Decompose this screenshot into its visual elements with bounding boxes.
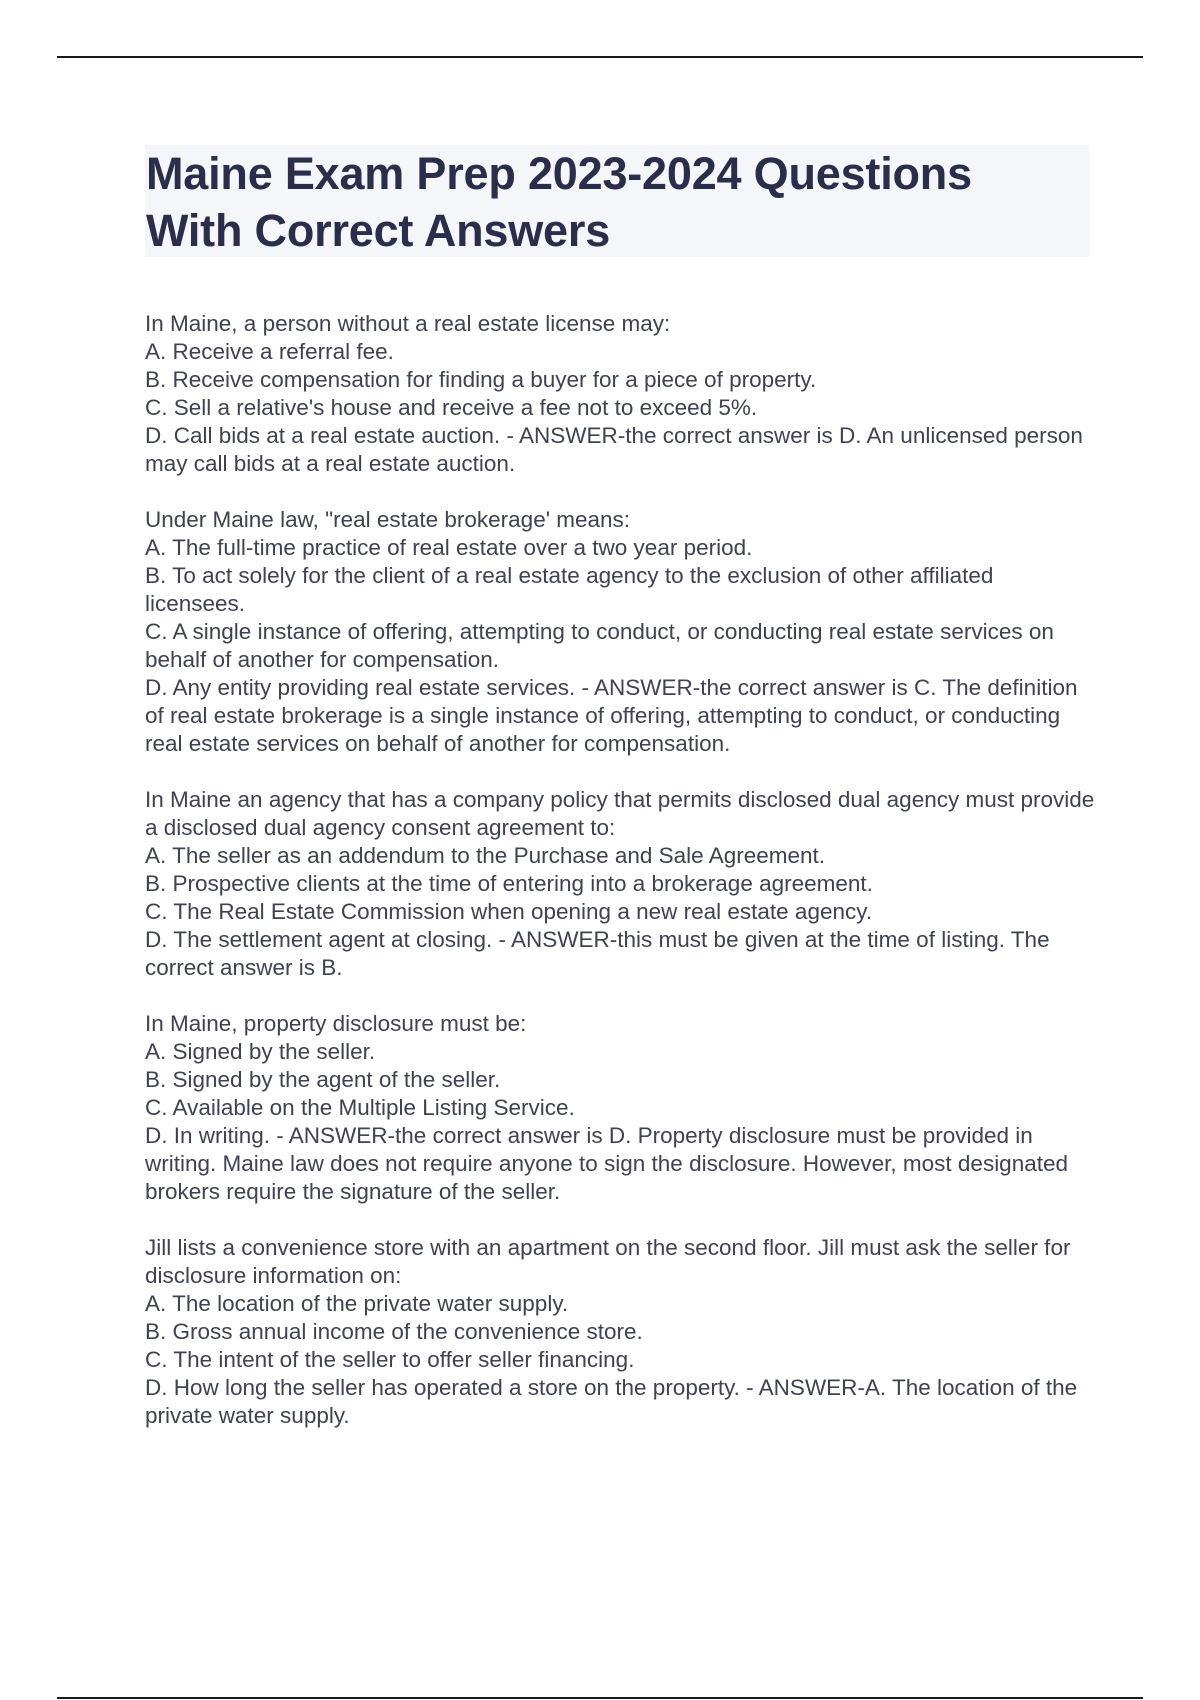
answer-option-b: B. Gross annual income of the convenience store. bbox=[145, 1319, 643, 1344]
answer-option-a: A. Signed by the seller. bbox=[145, 1039, 376, 1064]
question-stem: Jill lists a convenience store with an apartment on the second floor. Jill must ask the seller for disclosure information on: bbox=[145, 1235, 1071, 1288]
document-title-line-1: Maine Exam Prep 2023-2024 Questions bbox=[146, 148, 972, 199]
answer-option-c: C. The intent of the seller to offer seller financing. bbox=[145, 1347, 635, 1372]
answer-option-b: B. Receive compensation for finding a buyer for a piece of property. bbox=[145, 367, 817, 392]
title-block bbox=[145, 145, 1089, 257]
question-item bbox=[145, 506, 1095, 758]
top-rule bbox=[57, 56, 1143, 58]
question-item bbox=[145, 1234, 1095, 1430]
question-item bbox=[145, 786, 1095, 982]
answer-option-d-with-answer: D. Any entity providing real estate services. - ANSWER-the correct answer is C. The definition of real estate brokerage is a single instance of offering, attempting to conduct, or conducting real estate services on behalf of another for compensation. bbox=[145, 675, 1078, 756]
answer-option-c: C. Available on the Multiple Listing Service. bbox=[145, 1095, 575, 1120]
answer-option-b: B. Prospective clients at the time of entering into a brokerage agreement. bbox=[145, 871, 873, 896]
answer-option-d-with-answer: D. The settlement agent at closing. - ANSWER-this must be given at the time of listing. The correct answer is B. bbox=[145, 927, 1050, 980]
answer-option-c: C. Sell a relative's house and receive a fee not to exceed 5%. bbox=[145, 395, 758, 420]
answer-option-b: B. Signed by the agent of the seller. bbox=[145, 1067, 501, 1092]
bottom-rule bbox=[57, 1697, 1143, 1699]
question-stem: Under Maine law, "real estate brokerage' means: bbox=[145, 507, 631, 532]
answer-option-d-with-answer: D. Call bids at a real estate auction. - ANSWER-the correct answer is D. An unlicensed person may call bids at a real estate auction. bbox=[145, 423, 1083, 476]
answer-option-b: B. To act solely for the client of a real estate agency to the exclusion of other affiliated licensees. bbox=[145, 563, 994, 616]
question-stem: In Maine, property disclosure must be: bbox=[145, 1011, 527, 1036]
question-item bbox=[145, 1010, 1095, 1206]
questions-list bbox=[145, 310, 1095, 1458]
answer-option-a: A. The seller as an addendum to the Purchase and Sale Agreement. bbox=[145, 843, 826, 868]
answer-option-c: C. A single instance of offering, attempting to conduct, or conducting real estate services on behalf of another for compensation. bbox=[145, 619, 1054, 672]
answer-option-a: A. Receive a referral fee. bbox=[145, 339, 394, 364]
question-stem: In Maine, a person without a real estate license may: bbox=[145, 311, 671, 336]
question-item bbox=[145, 310, 1095, 478]
answer-option-d-with-answer: D. In writing. - ANSWER-the correct answer is D. Property disclosure must be provided in writing. Maine law does not require anyone to sign the disclosure. However, most designated brokers require the signature of the seller. bbox=[145, 1123, 1069, 1204]
answer-option-a: A. The full-time practice of real estate over a two year period. bbox=[145, 535, 753, 560]
document-title bbox=[146, 145, 1089, 259]
answer-option-a: A. The location of the private water supply. bbox=[145, 1291, 569, 1316]
answer-option-d-with-answer: D. How long the seller has operated a store on the property. - ANSWER-A. The location of the private water supply. bbox=[145, 1375, 1078, 1428]
question-stem: In Maine an agency that has a company policy that permits disclosed dual agency must provide a disclosed dual agency consent agreement to: bbox=[145, 787, 1095, 840]
answer-option-c: C. The Real Estate Commission when opening a new real estate agency. bbox=[145, 899, 873, 924]
document-title-line-2: With Correct Answers bbox=[146, 205, 611, 256]
